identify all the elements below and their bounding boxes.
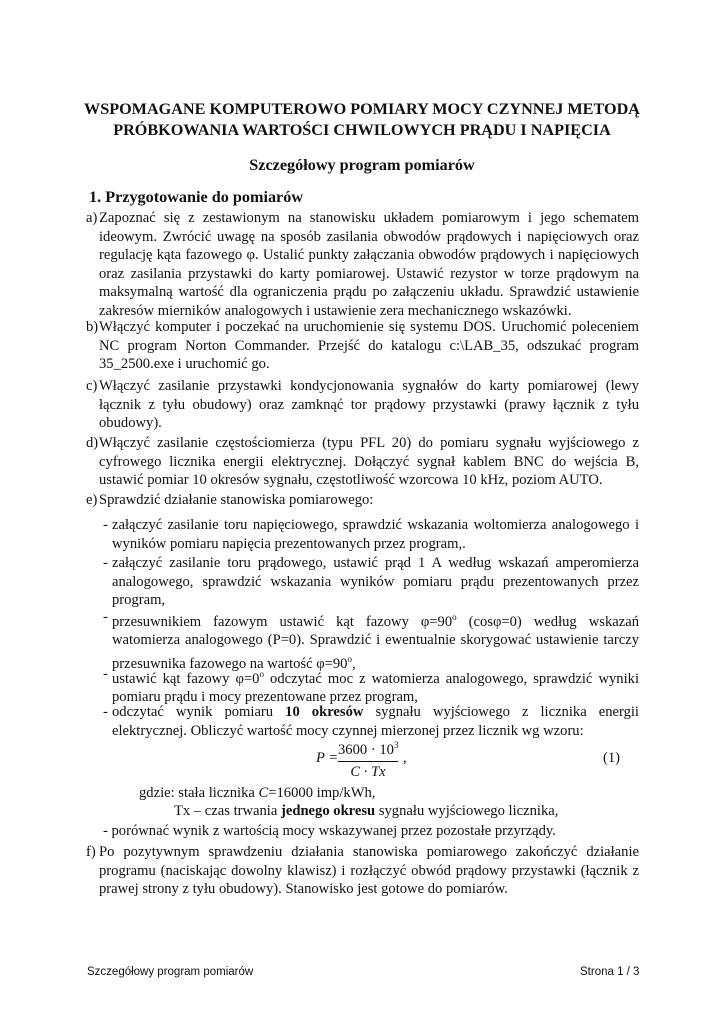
sub-item-3 — [103, 608, 639, 674]
title-line-1: WSPOMAGANE KOMPUTEROWO POMIARY MOCY CZYNNEJ METODĄ — [84, 100, 640, 118]
formula-lhs: P = — [316, 750, 339, 766]
footer-title: Szczegółowy program pomiarów — [87, 966, 254, 978]
list-item-c — [86, 377, 639, 433]
item-text: Włączyć zasilanie częstościomierza (typu PFL 20) do pomiaru sygnału wyjściowego z cyfrowego licznika energii elektrycznej. Dołączyć sygnał kablem BNC do wejścia B, ustawić pomiar 10 okresów sygnału, częstotliwość wzorcowa 10 kHz, poziom AUTO. — [99, 435, 639, 489]
item-label: f) — [86, 844, 96, 860]
list-item-d — [86, 434, 639, 490]
sub-text: załączyć zasilanie toru napięciowego, sprawdzić wskazania woltomierza analogowego i wyników pomiaru napięcia prezentowanych przez program,. — [112, 517, 639, 552]
document-title — [50, 99, 674, 141]
item-text: Sprawdzić działanie stanowiska pomiarowego: — [99, 492, 374, 508]
sub-dash: - — [103, 555, 108, 571]
sub-item-4 — [103, 665, 639, 707]
sub-text: ustawić kąt fazowy $\varphi=0^o$ odczytać moc z watomierza analogowego, sprawdzić wyniki pomiaru prądu i mocy prezentowane przez program, — [112, 669, 639, 706]
section-heading: 1. Przygotowanie do pomiarów — [89, 188, 304, 206]
item-label: b) — [86, 319, 99, 335]
where-constant: gdzie: stała licznika C=16000 imp/kWh, — [139, 785, 376, 801]
where-period: Tx – czas trwania jednego okresu sygnału wyjściowego licznika, — [174, 803, 559, 819]
list-item-b — [86, 318, 639, 374]
page-number: Strona 1 / 3 — [580, 966, 640, 978]
sub-item-5 — [103, 703, 639, 740]
sub-dash: - — [103, 666, 108, 682]
item-text: Zapoznać się z zestawionym na stanowisku układem pomiarowym i jego schematem ideowym. Zwrócić uwagę na sposób zasilania obwodów prądowych i napięciowych oraz regulację kąta fazowego φ. Ustalić punkty załączania obwodów prądowych i napięciowych oraz zasilania przystawki do karty pomiarowej. Ustawić rezystor w torze prądowym na maksymalną wartość dla ograniczenia prądu po załączeniu układu. Sprawdzić ustawienie zakresów mierników analogowych i ustawienie zera mechanicznego wskazówki. — [99, 210, 639, 319]
formula-comma: , — [403, 750, 407, 766]
sub-dash: - — [103, 517, 108, 533]
sub-item-2 — [103, 554, 639, 610]
list-item-f — [86, 843, 639, 899]
item-text: Włączyć komputer i poczekać na uruchomienie się systemu DOS. Uruchomić poleceniem NC program Norton Commander. Przejść do katalogu c:\LAB_35, odszukać program 35_2500.exe i uruchomić go. — [99, 319, 639, 373]
list-item-e — [86, 491, 639, 510]
formula-fraction — [338, 740, 398, 781]
item-text: Po pozytywnym sprawdzeniu działania stanowiska pomiarowego zakończyć działanie programu (naciskając dowolny klawisz) i rozłączyć obwód prądowy przystawki (łącznik z prawej strony z tyłu obudowy). Stanowisko jest gotowe do pomiarów. — [99, 844, 639, 898]
title-line-2: PRÓBKOWANIA WARTOŚCI CHWILOWYCH PRĄDU I NAPIĘCIA — [113, 121, 611, 139]
item-label: a) — [86, 210, 98, 226]
sub-text: załączyć zasilanie toru prądowego, ustawić prąd 1 A według wskazań amperomierza analogowego, sprawdzić wskazania wyników pomiaru prądu prezentowanych przez program, — [112, 555, 639, 609]
list-item-a — [86, 209, 639, 321]
formula-numerator: $3600 \cdot 10^3$ — [338, 740, 398, 762]
sub-item-1 — [103, 516, 639, 553]
sub-text: przesuwnikiem fazowym ustawić kąt fazowy $\varphi=90^o$ (cosφ=0) według wskazań watomierza analogowego (P=0). Sprawdzić i ewentualnie skorygować ustawienie tarczy przesuwnika fazowego na wartość $\varphi=90^o$, — [112, 612, 639, 672]
item-label: d) — [86, 435, 99, 451]
item-label: c) — [86, 378, 98, 394]
item-label: e) — [86, 492, 98, 508]
formula-denominator: C · Tx — [350, 763, 386, 780]
item-text: Włączyć zasilanie przystawki kondycjonowania sygnałów do karty pomiarowej (lewy łącznik z tyłu obudowy) oraz zamknąć tor prądowy przystawki (prawy łącznik z tyłu obudowy). — [99, 378, 639, 432]
sub-text: odczytać wynik pomiaru 10 okresów sygnału wyjściowego z licznika energii elektrycznej. Obliczyć wartość mocy czynnej mierzonej przez licznik wg wzoru: — [112, 704, 639, 739]
sub-dash: - — [103, 704, 108, 720]
compare-line: - porównać wynik z wartością mocy wskazywanej przez pozostałe przyrządy. — [103, 823, 556, 839]
sub-dash: - — [103, 609, 108, 625]
equation-number: (1) — [603, 750, 621, 766]
document-subtitle: Szczegółowy program pomiarów — [249, 156, 475, 174]
